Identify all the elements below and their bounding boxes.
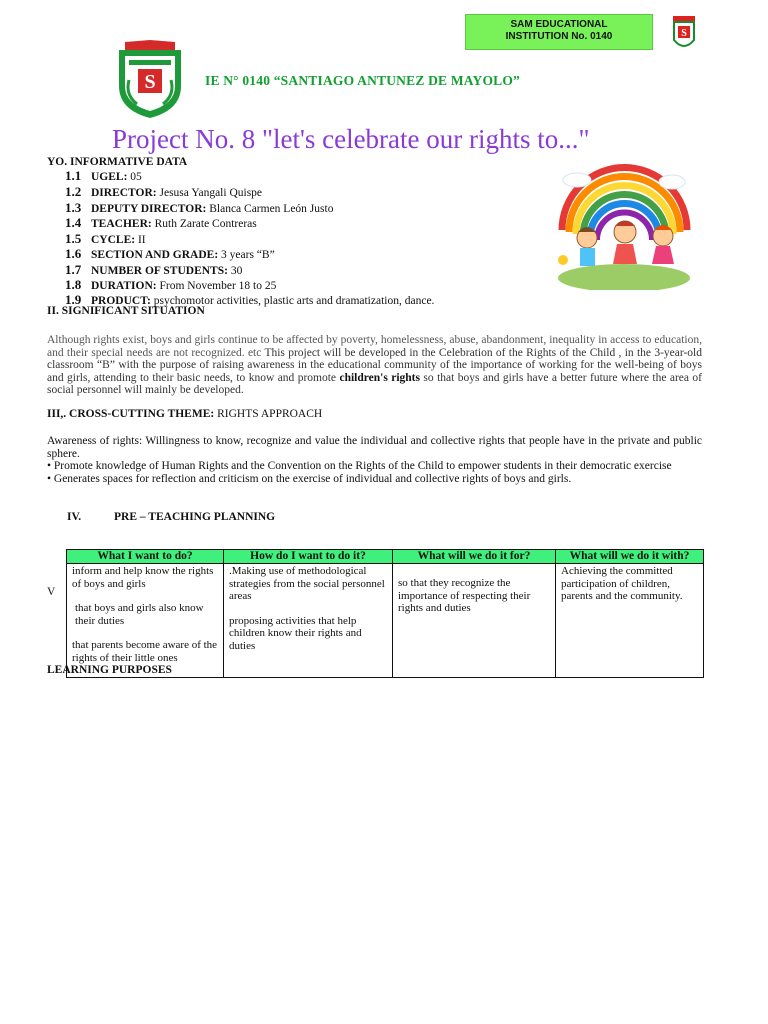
info-row-director: [65, 184, 262, 200]
info-label: CYCLE:: [91, 234, 136, 246]
cell-text: .Making use of methodological strategies from the social personnel areas: [229, 565, 385, 602]
crest-letter: S: [144, 71, 156, 93]
table-cell-for: [393, 564, 556, 678]
info-row-students: [65, 262, 242, 278]
column-header: What will we do it for?: [393, 550, 556, 564]
info-label: DEPUTY DIRECTOR:: [91, 203, 207, 215]
planning-title: PRE – TEACHING PLANNING: [114, 511, 276, 523]
info-row-section-grade: [65, 246, 275, 262]
info-num: 1.8: [65, 277, 82, 292]
svg-text:S: S: [681, 28, 687, 39]
institution-box: [465, 14, 653, 50]
institution-box-text: SAM EDUCATIONAL INSTITUTION No. 0140: [505, 19, 613, 42]
crosscutting-heading-rest: RIGHTS APPROACH: [214, 408, 323, 420]
table-cell-how: [224, 564, 393, 678]
cell-text: so that they recognize the importance of respecting their rights and duties: [398, 577, 531, 614]
table-cell-what: [67, 564, 224, 678]
cell-text: Achieving the committed participation of children, parents and the community.: [561, 565, 683, 602]
info-value: Blanca Carmen León Justo: [209, 203, 334, 215]
rainbow-children-illustration: [557, 160, 692, 290]
cell-text: that boys and girls also know their duties: [75, 602, 204, 627]
info-value: 05: [130, 171, 142, 183]
significant-text-b: This project will be developed in the Celebration of the Rights of the Child , in the 3-year-old classroom “B” with the purpose of raising awareness in the educational community of the importance of working for the well-being of boys and girls, attending to their basic needs, to know and promote: [47, 346, 702, 384]
table-cell-with: [556, 564, 704, 678]
column-header: What I want to do?: [67, 550, 224, 564]
crosscutting-heading: [47, 408, 322, 420]
childrens-rights-emphasis: children's rights: [339, 371, 420, 384]
info-value: 30: [230, 265, 243, 277]
planning-roman: IV.: [67, 511, 82, 523]
info-num: 1.6: [65, 246, 82, 261]
project-title: Project No. 8 "let's celebrate our rights to...": [112, 124, 590, 154]
column-header: How do I want to do it?: [224, 550, 393, 564]
learning-purposes-heading: LEARNING PURPOSES: [47, 664, 172, 676]
info-num: 1.2: [65, 184, 82, 199]
significant-situation-heading: II. SIGNIFICANT SITUATION: [47, 305, 205, 317]
info-value: From November 18 to 25: [159, 280, 277, 292]
column-header: What will we do it with?: [556, 550, 704, 564]
crosscutting-paragraph: Awareness of rights: Willingness to know, recognize and value the individual and collective rights that people have in the private and public sphere.: [47, 435, 702, 460]
section-v-letter: V: [47, 586, 56, 598]
small-crest-logo: [670, 14, 698, 54]
info-label: NUMBER OF STUDENTS:: [91, 265, 228, 277]
crosscutting-bullet-1: • Promote knowledge of Human Rights and the Convention on the Rights of the Child to empower students in their democratic exercise: [47, 460, 672, 472]
info-num: 1.5: [65, 231, 82, 246]
significant-text-c: so that boys and girls have a better future where the area of social personnel will mainly be developed.: [47, 371, 703, 396]
info-row-cycle: [65, 231, 146, 247]
table-row: [67, 564, 704, 678]
info-row-ugel: [65, 168, 142, 184]
info-row-teacher: [65, 215, 257, 231]
info-num: 1.9: [65, 292, 82, 307]
info-value: 3 years “B”: [221, 249, 275, 261]
cell-text: inform and help know the rights of boys and girls: [72, 565, 214, 590]
info-num: 1.3: [65, 200, 82, 215]
info-row-duration: [65, 277, 276, 293]
cell-text: proposing activities that help children know their rights and duties: [229, 614, 362, 652]
cell-text: that parents become aware of the rights of their little ones: [72, 639, 218, 664]
significant-text-a: Although rights exist, boys and girls continue to be affected by poverty, homelessness, abuse, abandonment, inequality in access to education, and their special needs are not recognized. etc: [47, 334, 702, 359]
school-crest-logo: [115, 40, 185, 120]
table-header-row: [67, 550, 704, 564]
planning-heading: [67, 511, 275, 523]
info-value: psychomotor activities, plastic arts and dramatization, dance.: [153, 295, 435, 307]
info-label: DURATION:: [91, 280, 157, 292]
info-num: 1.7: [65, 262, 82, 277]
school-name: IE N° 0140 “SANTIAGO ANTUNEZ DE MAYOLO”: [205, 73, 520, 88]
crosscutting-bullet-2: • Generates spaces for reflection and criticism on the exercise of individual and collective rights of boys and girls.: [47, 473, 572, 485]
info-num: 1.1: [65, 168, 82, 183]
significant-situation-paragraph: [47, 334, 702, 397]
info-label: PRODUCT:: [91, 295, 151, 307]
info-row-deputy-director: [65, 200, 333, 216]
info-label: TEACHER:: [91, 218, 152, 230]
info-label: UGEL:: [91, 171, 128, 183]
info-label: SECTION AND GRADE:: [91, 249, 219, 261]
informative-data-heading: YO. INFORMATIVE DATA: [47, 156, 188, 168]
info-value: Jesusa Yangali Quispe: [159, 187, 263, 199]
info-label: DIRECTOR:: [91, 187, 157, 199]
planning-table: [66, 549, 704, 678]
info-num: 1.4: [65, 215, 82, 230]
crosscutting-heading-bold: III,. CROSS-CUTTING THEME:: [47, 408, 215, 420]
info-value: II: [137, 234, 146, 246]
info-value: Ruth Zarate Contreras: [154, 218, 257, 230]
